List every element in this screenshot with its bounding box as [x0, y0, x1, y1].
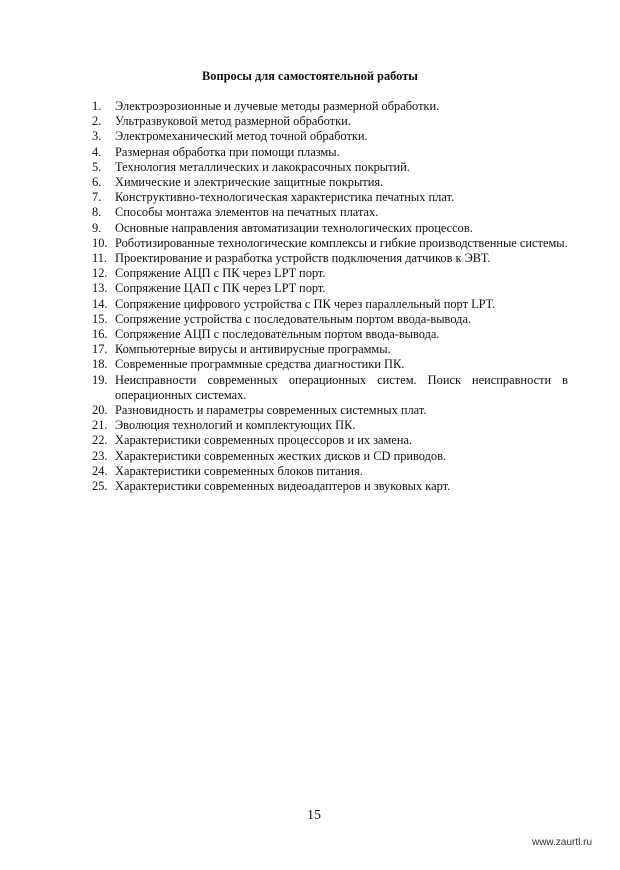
question-number: 25.	[92, 479, 108, 494]
question-text: Разновидность и параметры современных системных плат.	[115, 403, 427, 418]
question-text: Способы монтажа элементов на печатных платах.	[115, 205, 379, 220]
question-number: 22.	[92, 433, 108, 448]
question-number: 11.	[92, 251, 108, 266]
question-text: Размерная обработка при помощи плазмы.	[115, 144, 340, 159]
page-number: 15	[307, 808, 321, 823]
question-item	[92, 205, 568, 220]
question-item	[92, 145, 568, 160]
question-number: 13.	[92, 281, 108, 296]
question-text: Современные программные средства диагностики ПК.	[115, 357, 405, 372]
question-item	[92, 266, 568, 281]
question-text: Характеристики современных процессоров и их замена.	[115, 433, 413, 448]
question-number: 2.	[92, 114, 102, 129]
question-item	[92, 479, 568, 494]
question-item	[92, 236, 568, 251]
question-text: Характеристики современных блоков питания.	[115, 463, 363, 478]
question-number: 20.	[92, 403, 108, 418]
question-item	[92, 327, 568, 342]
site-watermark: www.zaurtl.ru	[531, 837, 592, 848]
question-text: Конструктивно-технологическая характеристика печатных плат.	[115, 190, 455, 205]
question-text: Сопряжение цифрового устройства с ПК через параллельный порт LPT.	[115, 296, 496, 311]
question-number: 21.	[92, 418, 108, 433]
question-text: Сопряжение ЦАП с ПК через LPT порт.	[115, 281, 326, 296]
question-item	[92, 175, 568, 190]
question-item	[92, 160, 568, 175]
question-text: Компьютерные вирусы и антивирусные программы.	[115, 342, 391, 357]
question-text: Сопряжение устройства с последовательным портом ввода-вывода.	[115, 311, 472, 326]
question-number: 10.	[92, 235, 108, 250]
question-item	[92, 99, 568, 114]
question-number: 16.	[92, 327, 108, 342]
question-text: Химические и электрические защитные покрытия.	[115, 175, 384, 190]
question-number: 23.	[92, 448, 108, 463]
question-number: 9.	[92, 220, 102, 235]
question-item	[92, 221, 568, 236]
question-text: Сопряжение АЦП с последовательным портом ввода-вывода.	[115, 327, 440, 342]
question-number: 8.	[92, 205, 102, 220]
question-item	[92, 114, 568, 129]
question-text: Основные направления автоматизации технологических процессов.	[115, 220, 473, 235]
question-number: 19.	[92, 372, 108, 387]
question-number: 5.	[92, 159, 102, 174]
question-item	[92, 373, 568, 403]
question-item	[92, 357, 568, 372]
question-number: 17.	[92, 342, 108, 357]
question-number: 6.	[92, 175, 102, 190]
question-number: 12.	[92, 266, 108, 281]
question-text: Эволюция технологий и комплектующих ПК.	[115, 418, 356, 433]
question-item	[92, 312, 568, 327]
question-item	[92, 281, 568, 296]
question-item	[92, 464, 568, 479]
question-number: 24.	[92, 463, 108, 478]
question-text: Характеристики современных жестких дисков и CD приводов.	[115, 448, 447, 463]
question-text: Роботизированные технологические комплексы и гибкие производственные системы.	[115, 235, 568, 250]
question-item	[92, 418, 568, 433]
question-number: 4.	[92, 144, 102, 159]
question-item	[92, 449, 568, 464]
question-number: 18.	[92, 357, 108, 372]
question-item	[92, 190, 568, 205]
question-item	[92, 433, 568, 448]
question-number: 7.	[92, 190, 102, 205]
question-number: 3.	[92, 129, 102, 144]
question-text: Ультразвуковой метод размерной обработки.	[115, 114, 351, 129]
question-text: Неисправности современных операционных систем. Поиск неисправности в операционных системах.	[115, 372, 568, 402]
question-text: Сопряжение АЦП с ПК через LPT порт.	[115, 266, 326, 281]
question-item	[92, 129, 568, 144]
question-number: 14.	[92, 296, 108, 311]
question-number: 1.	[92, 99, 102, 113]
question-item	[92, 403, 568, 418]
question-list	[92, 99, 568, 494]
question-item	[92, 297, 568, 312]
question-number: 15.	[92, 311, 108, 326]
question-item	[92, 342, 568, 357]
page-title: Вопросы для самостоятельной работы	[202, 69, 418, 83]
question-text: Электромеханический метод точной обработки.	[115, 129, 368, 144]
question-text: Технология металлических и лакокрасочных покрытий.	[115, 159, 410, 174]
question-text: Характеристики современных видеоадаптеров и звуковых карт.	[115, 479, 451, 494]
question-item	[92, 251, 568, 266]
question-text: Проектирование и разработка устройств подключения датчиков к ЭВТ.	[115, 251, 491, 266]
question-text: Электроэрозионные и лучевые методы размерной обработки.	[115, 99, 440, 113]
